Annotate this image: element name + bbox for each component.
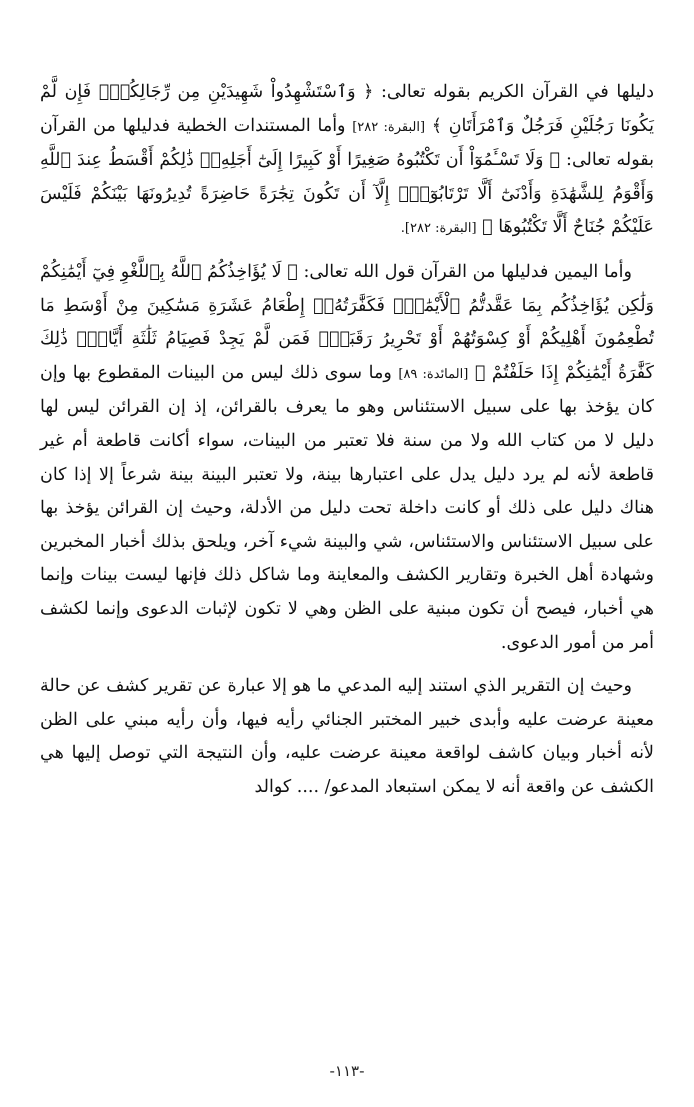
paragraph-forensic-report xyxy=(40,670,654,804)
paragraph-oath-and-presumptions xyxy=(40,256,654,660)
paragraph-text: دليلها في القرآن الكريم بقوله تعالى: ﴿ وَٱسْتَشْهِدُواْ شَهِيدَيْنِ مِن رِّجَالِكُمْۖ فَإِن لَّمْ يَكُونَا رَجُلَيْنِ فَرَجُلٌ وَٱمْرَأَتَانِ ﴾ xyxy=(40,82,654,136)
quran-reference: [المائدة: ٨٩] xyxy=(398,366,469,382)
paragraph-evidence-witness-writing xyxy=(40,76,654,246)
paragraph-text: وحيث إن التقرير الذي استند إليه المدعي ما هو إلا عبارة عن تقرير كشف عن حالة معينة عرضت عليه وأبدى خبير المختبر الجنائي رأيه فيها، وأن رأيه مبني على الظن لأنه أخبار وبيان كاشف لواقعة معينة عرضت عليه، وأن النتيجة التي توصل إليها هي الكشف عن واقعة أنه لا يمكن استبعاد المدعو/ .... كوالد xyxy=(40,676,654,797)
quran-reference: [البقرة: ٢٨٢] xyxy=(352,119,426,135)
paragraph-text: وأما المستندات الخطية فدليلها من القرآن بقوله تعالى: ﴿ وَلَا تَسْـَٔمُوٓاْ أَن تَكْتُبُوهُ صَغِيرًا أَوْ كَبِيرًا إِلَىٰٓ أَجَلِهِۦۚ ذَٰلِكُمْ أَقْسَطُ عِندَ ٱللَّهِ وَأَقْوَمُ لِلشَّهَٰدَةِ وَأَدْنَىٰٓ أَلَّا تَرْتَابُوٓاْۖ إِلَّآ أَن تَكُونَ تِجَٰرَةً حَاضِرَةً تُدِيرُونَهَا بَيْنَكُمْ فَلَيْسَ عَلَيْكُمْ جُنَاحٌ أَلَّا تَكْتُبُوهَا ﴾ xyxy=(40,115,654,238)
paragraph-text: وأما اليمين فدليلها من القرآن قول الله تعالى: ﴿ لَا يُؤَاخِذُكُمُ ٱللَّهُ بِٱللَّغْوِ فِيٓ أَيْمَٰنِكُمْ وَلَٰكِن يُؤَاخِذُكُم بِمَا عَقَّدتُّمُ ٱلْأَيْمَٰنَۖ فَكَفَّٰرَتُهُۥٓ إِطْعَامُ عَشَرَةِ مَسَٰكِينَ مِنْ أَوْسَطِ مَا تُطْعِمُونَ أَهْلِيكُمْ أَوْ كِسْوَتُهُمْ أَوْ تَحْرِيرُ رَقَبَةٍۖ فَمَن لَّمْ يَجِدْ فَصِيَامُ ثَلَٰثَةِ أَيَّامٍۚ ذَٰلِكَ كَفَّٰرَةُ أَيْمَٰنِكُمْ إِذَا حَلَفْتُمْ ﴾ xyxy=(40,261,654,383)
page-number: -١١٣- xyxy=(329,1062,365,1080)
quran-reference: [البقرة: ٢٨٢]. xyxy=(400,221,477,237)
body-text xyxy=(40,76,654,808)
paragraph-text: وما سوى ذلك ليس من البينات المقطوع بها وإن كان يؤخذ بها على سبيل الاستئناس وهو ما يعرف بالقرائن، إذ إن القرائن ليس لها دليل لا من كتاب الله ولا من سنة فلا تعتبر من البينات، سواء أكانت قاطعة أم غير قاطعة لأنه لم يرد دليل يدل على اعتبارها بينة، ولا تعتبر البينة بينة شرعاً إلا إذا كان هناك دليل على ذلك أو كانت داخلة تحت دليل من الأدلة، وحيث إن القرائن يؤخذ بها على سبيل الاستئناس والاستئناس، شي والبينة شيء آخر، ويلحق بذلك أخبار المخبرين وشهادة أهل الخبرة وتقارير الكشف والمعاينة وما شاكل ذلك فإنها ليست بينات وإنما هي أخبار، فيصح أن تكون مبنية على الظن وهي لا تكون لإثبات الدعوى وإنما لكشف أمر من أمور الدعوى. xyxy=(40,362,654,653)
